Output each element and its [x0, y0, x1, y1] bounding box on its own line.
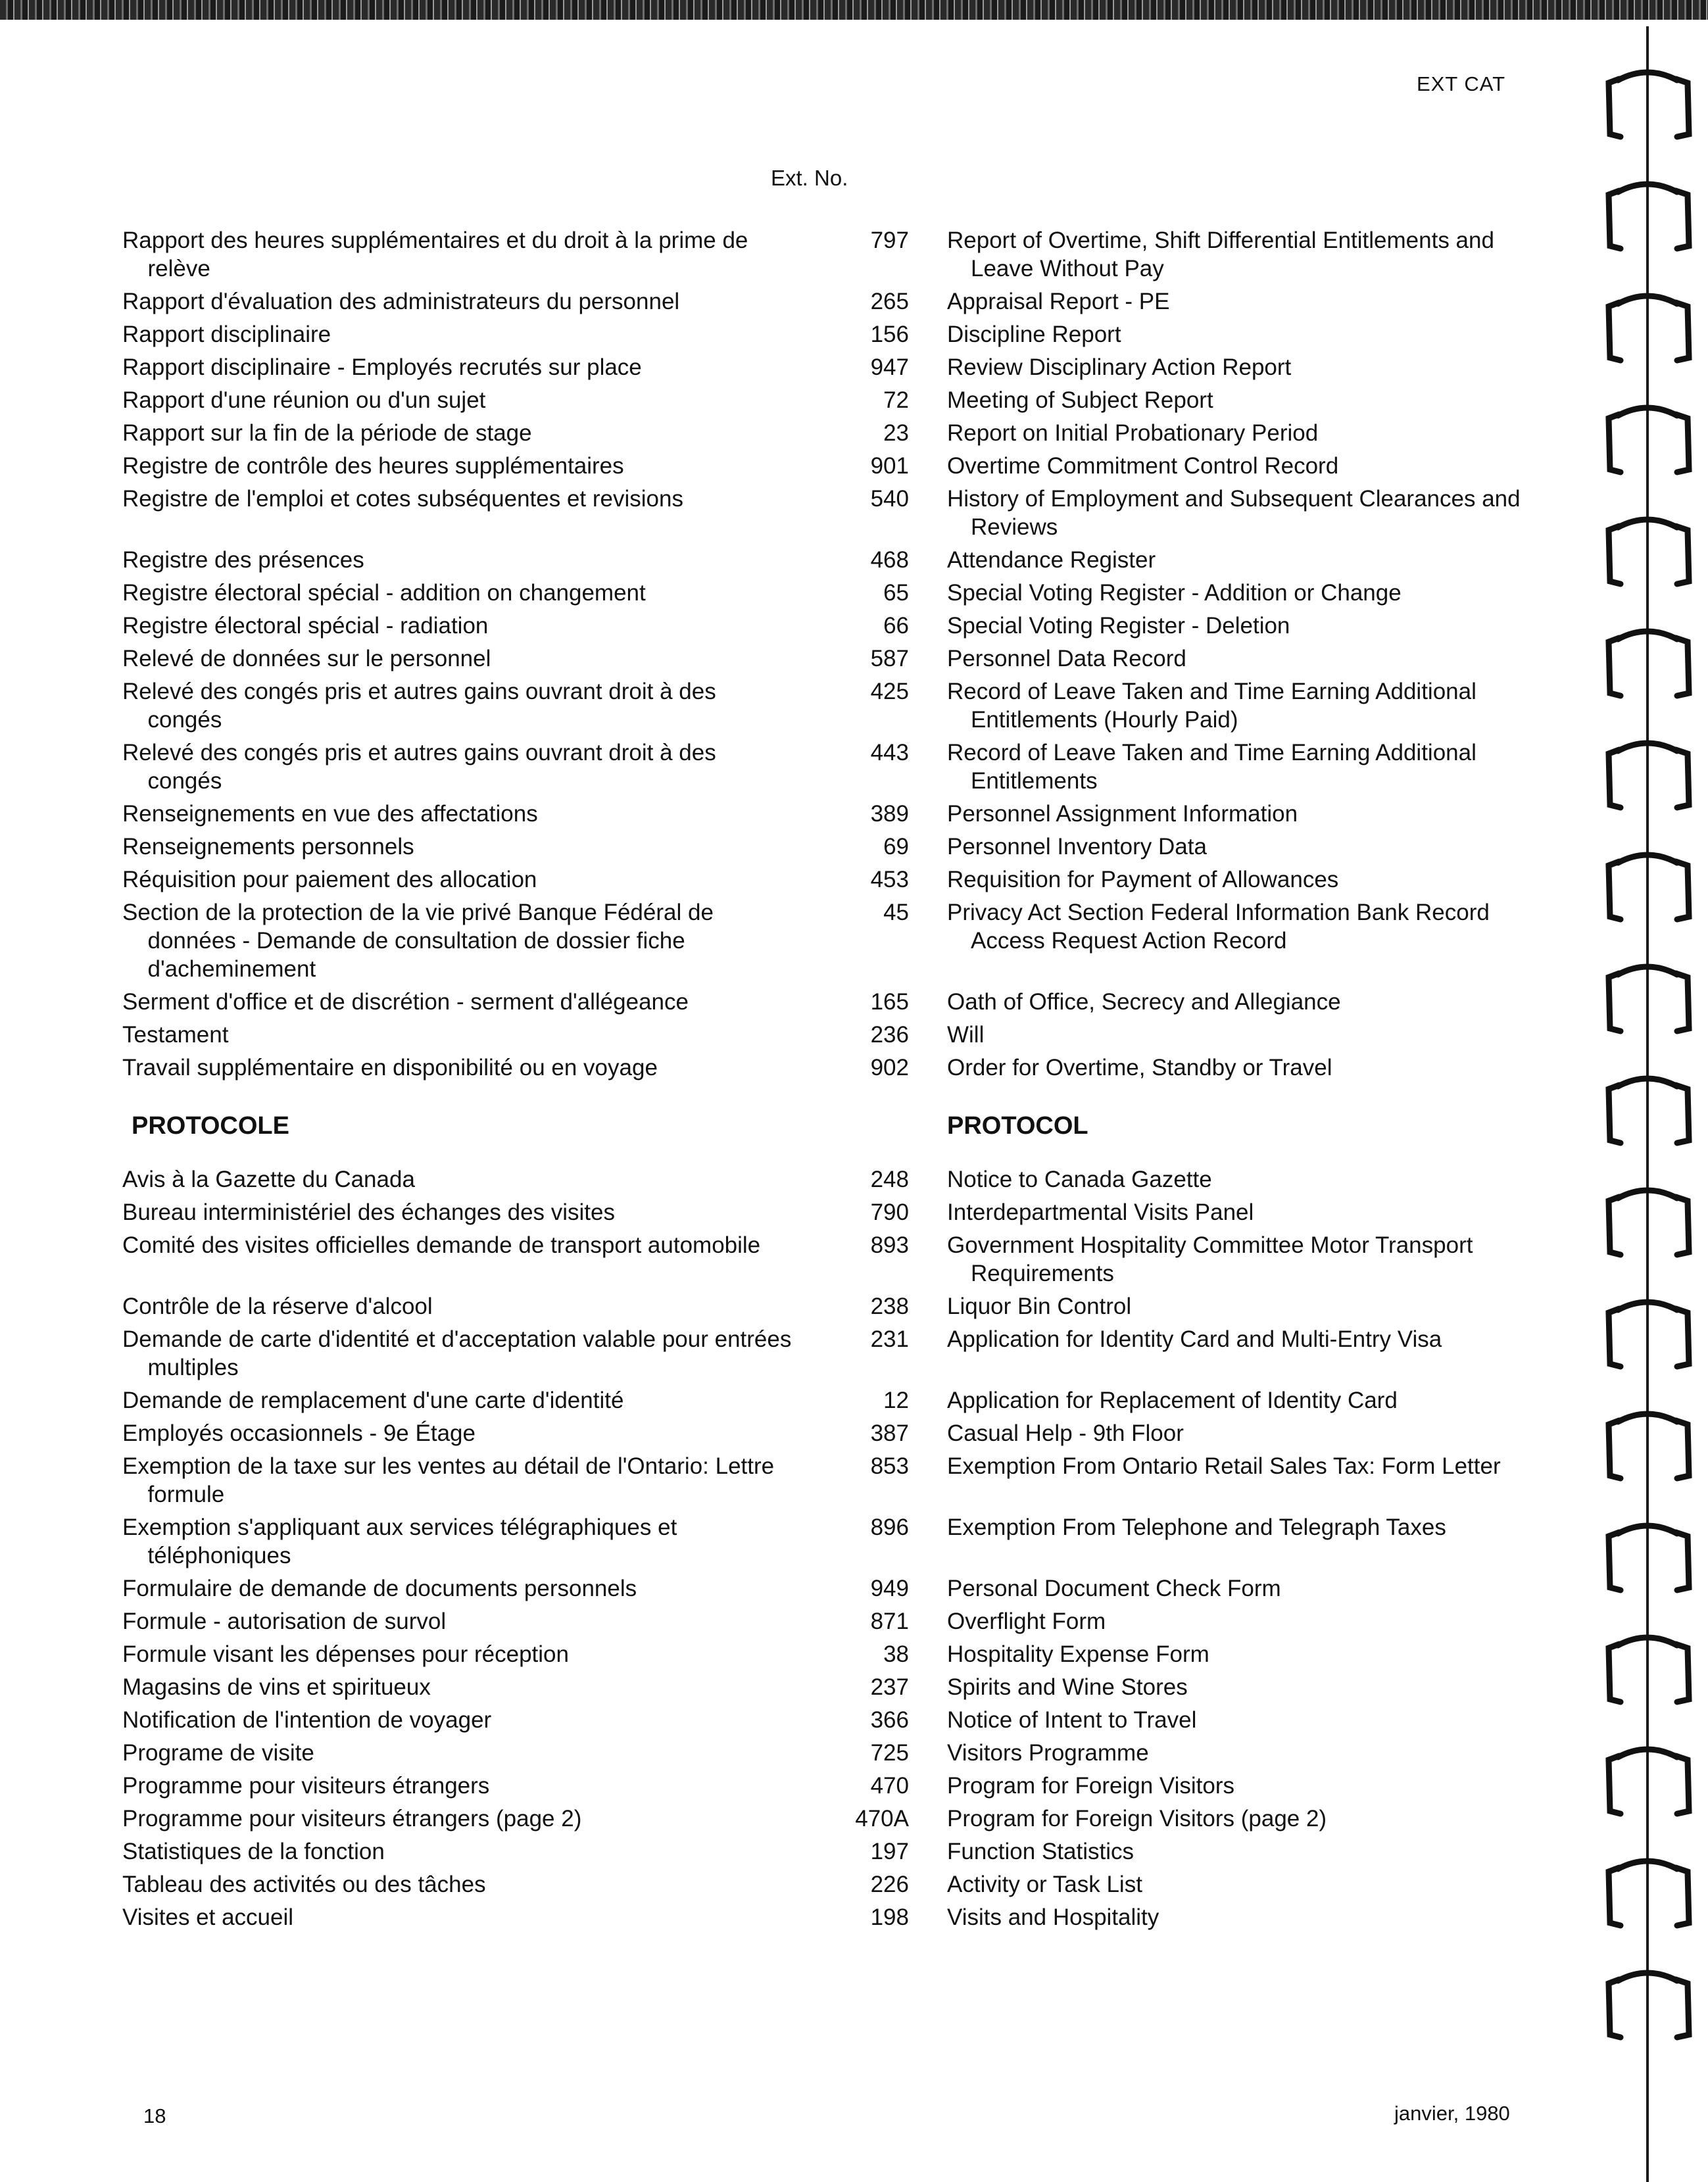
table-row: [122, 1837, 1536, 1866]
form-title-fr: Rapport disciplinaire: [122, 322, 331, 347]
form-title-fr: Demande de remplacement d'une carte d'identité: [122, 1388, 624, 1413]
form-title-fr: Programe de visite: [122, 1740, 314, 1766]
form-title-en: Program for Foreign Visitors: [947, 1773, 1235, 1799]
table-row: [122, 1198, 1536, 1226]
form-title-en: History of Employment and Subsequent Clearances and Reviews: [947, 486, 1521, 540]
form-title-en: Appraisal Report - PE: [947, 289, 1170, 314]
table-row: [122, 833, 1536, 861]
form-title-en: Government Hospitality Committee Motor Transport Requirements: [947, 1232, 1473, 1286]
form-title-en: Report of Overtime, Shift Differential Entitlements and Leave Without Pay: [947, 228, 1494, 281]
table-row: [122, 677, 1536, 734]
ext-number: 470A: [855, 1806, 909, 1831]
table-row: [122, 988, 1536, 1016]
form-title-fr: Serment d'office et de discrétion - serment d'allégeance: [122, 989, 689, 1015]
ext-number: 237: [870, 1674, 909, 1700]
form-title-en: Will: [947, 1022, 985, 1048]
table-row: [122, 546, 1536, 574]
ext-number: 871: [870, 1609, 909, 1634]
form-title-en: Notice to Canada Gazette: [947, 1167, 1212, 1192]
form-title-fr: Visites et accueil: [122, 1904, 294, 1930]
ext-number: 165: [870, 989, 909, 1015]
table-row: [122, 1513, 1536, 1570]
table-row: [122, 1805, 1536, 1833]
ext-number: 725: [870, 1740, 909, 1766]
form-title-fr: Renseignements personnels: [122, 834, 414, 860]
form-title-fr: Formule - autorisation de survol: [122, 1609, 447, 1634]
table-row: [122, 1673, 1536, 1701]
form-title-fr: Formule visant les dépenses pour réception: [122, 1641, 569, 1667]
form-title-fr: Réquisition pour paiement des allocation: [122, 867, 537, 892]
table-row: [122, 1054, 1536, 1082]
ext-number: 38: [883, 1641, 909, 1667]
form-title-fr: Contrôle de la réserve d'alcool: [122, 1294, 433, 1319]
form-title-en: Application for Identity Card and Multi-Entry Visa: [947, 1326, 1442, 1352]
form-title-en: Visits and Hospitality: [947, 1904, 1159, 1930]
form-title-fr: Rapport des heures supplémentaires et du droit à la prime de relève: [122, 228, 748, 281]
form-title-en: Hospitality Expense Form: [947, 1641, 1209, 1667]
form-title-fr: Statistiques de la fonction: [122, 1839, 385, 1864]
ext-number: 248: [870, 1167, 909, 1192]
form-title-en: Personal Document Check Form: [947, 1576, 1281, 1601]
table-row: [122, 452, 1536, 480]
form-title-fr: Relevé de données sur le personnel: [122, 646, 491, 671]
form-title-en: Record of Leave Taken and Time Earning Additional Entitlements: [947, 740, 1476, 794]
ext-number: 231: [870, 1326, 909, 1352]
ext-number: 197: [870, 1839, 909, 1864]
table-row: [122, 1021, 1536, 1049]
table-row: [122, 1739, 1536, 1767]
form-title-en: Report on Initial Probationary Period: [947, 420, 1319, 446]
form-title-fr: Renseignements en vue des affectations: [122, 801, 538, 827]
table-row: [122, 320, 1536, 349]
ext-number: 238: [870, 1294, 909, 1319]
ext-number: 587: [870, 646, 909, 671]
table-row: [122, 1607, 1536, 1636]
form-title-fr: Relevé des congés pris et autres gains ouvrant droit à des congés: [122, 679, 716, 733]
table-row: [122, 1706, 1536, 1734]
form-title-en: Personnel Data Record: [947, 646, 1186, 671]
form-title-fr: Formulaire de demande de documents personnels: [122, 1576, 637, 1601]
form-title-fr: Registre électoral spécial - addition on changement: [122, 580, 646, 606]
form-title-en: Program for Foreign Visitors (page 2): [947, 1806, 1327, 1831]
form-title-fr: Bureau interministériel des échanges des visites: [122, 1200, 615, 1225]
form-title-en: Discipline Report: [947, 322, 1121, 347]
table-row: [122, 800, 1536, 828]
table-row: [122, 1640, 1536, 1668]
form-title-en: Review Disciplinary Action Report: [947, 354, 1292, 380]
form-title-fr: Rapport sur la fin de la période de stage: [122, 420, 532, 446]
table-row: [122, 865, 1536, 894]
form-title-fr: Registre des présences: [122, 547, 364, 573]
table-row: [122, 1386, 1536, 1415]
form-title-fr: Tableau des activités ou des tâches: [122, 1872, 486, 1897]
form-title-fr: Exemption s'appliquant aux services télégraphiques et téléphoniques: [122, 1515, 677, 1568]
form-title-en: Requisition for Payment of Allowances: [947, 867, 1339, 892]
page-date: janvier, 1980: [1394, 2102, 1510, 2125]
ext-number: 425: [870, 679, 909, 704]
form-title-fr: Registre de l'emploi et cotes subséquentes et revisions: [122, 486, 683, 512]
ext-number: 65: [883, 580, 909, 606]
table-row: [122, 612, 1536, 640]
form-title-fr: Notification de l'intention de voyager: [122, 1707, 492, 1733]
ext-number: 265: [870, 289, 909, 314]
ext-number: 45: [883, 900, 909, 925]
catalogue-code: EXT CAT: [1417, 72, 1506, 95]
ext-number: 797: [870, 228, 909, 253]
table-row: [122, 739, 1536, 795]
form-title-fr: Rapport d'évaluation des administrateurs du personnel: [122, 289, 680, 314]
section-title-fr: PROTOCOLE: [132, 1112, 289, 1140]
page-number: 18: [143, 2104, 166, 2127]
form-title-en: Personnel Assignment Information: [947, 801, 1298, 827]
ext-number: 69: [883, 834, 909, 860]
table-row: [122, 898, 1536, 983]
ext-number: 470: [870, 1773, 909, 1799]
table-row: [122, 1325, 1536, 1382]
form-title-fr: Travail supplémentaire en disponibilité ou en voyage: [122, 1055, 658, 1080]
form-title-fr: Testament: [122, 1022, 229, 1048]
ext-number: 389: [870, 801, 909, 827]
form-title-en: Personnel Inventory Data: [947, 834, 1207, 860]
form-title-en: Visitors Programme: [947, 1740, 1149, 1766]
ext-number: 12: [883, 1388, 909, 1413]
table-row: [122, 485, 1536, 541]
form-title-en: Overtime Commitment Control Record: [947, 453, 1339, 479]
form-title-en: Activity or Task List: [947, 1872, 1142, 1897]
form-title-en: Privacy Act Section Federal Information Bank Record Access Request Action Record: [947, 900, 1490, 954]
spiral-binding: [1592, 26, 1708, 2182]
table-row: [122, 1574, 1536, 1603]
form-title-en: Meeting of Subject Report: [947, 387, 1213, 413]
ext-number: 236: [870, 1022, 909, 1048]
section-title-en: PROTOCOL: [947, 1112, 1088, 1140]
form-title-en: Exemption From Ontario Retail Sales Tax: Form Letter: [947, 1453, 1501, 1479]
table-row: [122, 353, 1536, 381]
ext-number: 23: [883, 420, 909, 446]
table-row: [122, 1165, 1536, 1194]
table-row: [122, 1772, 1536, 1800]
ext-number: 901: [870, 453, 909, 479]
form-title-fr: Rapport d'une réunion ou d'un sujet: [122, 387, 486, 413]
form-title-en: Order for Overtime, Standby or Travel: [947, 1055, 1332, 1080]
table-row: [122, 226, 1536, 283]
form-title-en: Special Voting Register - Deletion: [947, 613, 1290, 639]
form-title-fr: Exemption de la taxe sur les ventes au détail de l'Ontario: Lettre formule: [122, 1453, 775, 1507]
form-title-en: Liquor Bin Control: [947, 1294, 1132, 1319]
form-title-fr: Comité des visites officielles demande de transport automobile: [122, 1232, 761, 1258]
section-heading: [122, 1112, 1536, 1140]
form-title-fr: Rapport disciplinaire - Employés recrutés sur place: [122, 354, 642, 380]
table-row: [122, 579, 1536, 607]
table-row: [122, 1231, 1536, 1288]
ext-number: 443: [870, 740, 909, 765]
ext-number: 896: [870, 1515, 909, 1540]
table-row: [122, 419, 1536, 447]
form-title-en: Application for Replacement of Identity Card: [947, 1388, 1398, 1413]
ext-number: 790: [870, 1200, 909, 1225]
form-title-fr: Registre électoral spécial - radiation: [122, 613, 489, 639]
form-title-en: Exemption From Telephone and Telegraph Taxes: [947, 1515, 1446, 1540]
ext-number: 156: [870, 322, 909, 347]
form-index-table: [122, 226, 1536, 1936]
form-title-fr: Registre de contrôle des heures supplémentaires: [122, 453, 624, 479]
form-title-en: Attendance Register: [947, 547, 1156, 573]
ext-number: 468: [870, 547, 909, 573]
form-title-fr: Employés occasionnels - 9e Étage: [122, 1420, 476, 1446]
table-row: [122, 1903, 1536, 1931]
ext-number: 226: [870, 1872, 909, 1897]
form-title-fr: Demande de carte d'identité et d'acceptation valable pour entrées multiples: [122, 1326, 792, 1380]
form-title-fr: Programme pour visiteurs étrangers: [122, 1773, 490, 1799]
form-title-en: Spirits and Wine Stores: [947, 1674, 1188, 1700]
table-row: [122, 644, 1536, 673]
ext-number: 453: [870, 867, 909, 892]
form-title-fr: Magasins de vins et spiritueux: [122, 1674, 431, 1700]
ext-number: 198: [870, 1904, 909, 1930]
table-row: [122, 287, 1536, 316]
form-title-en: Oath of Office, Secrecy and Allegiance: [947, 989, 1341, 1015]
form-title-en: Record of Leave Taken and Time Earning Additional Entitlements (Hourly Paid): [947, 679, 1476, 733]
ext-number: 949: [870, 1576, 909, 1601]
ext-number: 853: [870, 1453, 909, 1479]
table-row: [122, 1452, 1536, 1509]
ext-number: 366: [870, 1707, 909, 1733]
form-title-en: Interdepartmental Visits Panel: [947, 1200, 1254, 1225]
form-title-fr: Relevé des congés pris et autres gains ouvrant droit à des congés: [122, 740, 716, 794]
ext-number: 902: [870, 1055, 909, 1080]
table-row: [122, 1292, 1536, 1321]
table-row: [122, 386, 1536, 414]
ext-number: 540: [870, 486, 909, 512]
ext-number: 66: [883, 613, 909, 639]
table-row: [122, 1870, 1536, 1899]
form-title-fr: Avis à la Gazette du Canada: [122, 1167, 415, 1192]
form-title-en: Function Statistics: [947, 1839, 1134, 1864]
form-title-en: Casual Help - 9th Floor: [947, 1420, 1184, 1446]
ext-number: 72: [883, 387, 909, 413]
ext-number: 387: [870, 1420, 909, 1446]
form-title-en: Overflight Form: [947, 1609, 1106, 1634]
scan-top-edge: [0, 0, 1708, 20]
form-title-en: Notice of Intent to Travel: [947, 1707, 1197, 1733]
form-title-fr: Programme pour visiteurs étrangers (page 2): [122, 1806, 582, 1831]
form-title-en: Special Voting Register - Addition or Change: [947, 580, 1402, 606]
form-title-fr: Section de la protection de la vie privé Banque Fédéral de données - Demande de consultation de dossier fiche d'acheminement: [122, 900, 714, 982]
ext-number: 947: [870, 354, 909, 380]
ext-no-column-header: Ext. No.: [771, 166, 848, 190]
ext-number: 893: [870, 1232, 909, 1258]
table-row: [122, 1419, 1536, 1447]
